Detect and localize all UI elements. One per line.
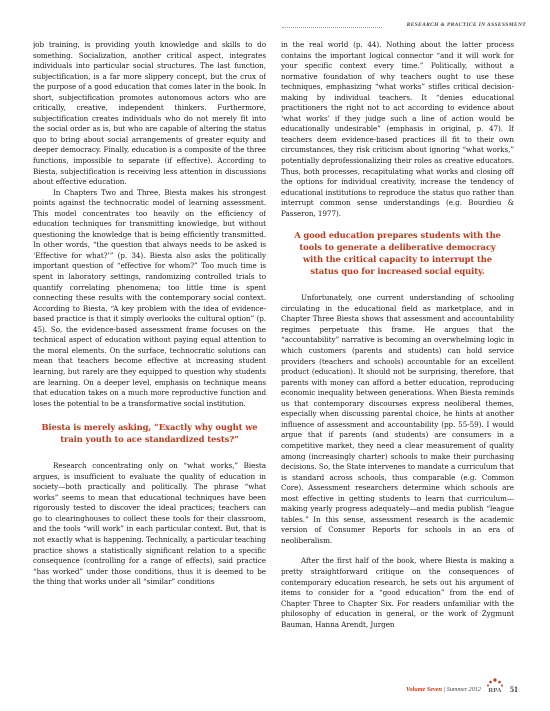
pull-quote-left: Biesta is merely asking, “Exactly why ought we train youth to ace standardized tests?” [41,422,258,445]
logo-text: RPA [488,687,502,694]
left-paragraph-2: In Chapters Two and Three, Biesta makes his strongest points against the technocratic model of learning assessment. This model concentrates too heavily on the efficiency of education techniques for transmitting knowledge, but without questioning the knowledge that is being efficiently transmitted. In other words, “the question that always needs to be asked is ‘Effective for what?’” (p. 34). Biesta also asks the politically important question of “effective for whom?” Too much time is spent in laboratory settings, randomizing controlled trials to quantify correlating phenomena; too little time is spent connecting these results with the contemporary social context. According to Biesta, “A key problem with the idea of evidence-based practice is that it simply overlooks the cultural option” (p. 45). So, the evidence-based assessment frame focuses on the technical aspect of education without paying equal attention to the moral elements. On the surface, technocratic solutions can mean that teachers become effective at increasing student learning, but rarely are they equipped to question why students are learning. On a deeper level, emphasis on technique means that education takes on a much more reproductive function and loses the potential to be a transformative social institution. [33,187,266,408]
issue-label: Summer 2012 [446,686,481,693]
left-paragraph-3: Research concentrating only on “what works,” Biesta argues, is insufficient to evaluate the quality of education in society—both practically and politically. The phrase “what works” seems to mean that educational techniques have been rigorously tested to discover the ideal practices; teachers can go to clearinghouses to collect these tools for their classroom, and the tools “will work” in each particular context. But, that is not exactly what is happening. Technically, a particular teaching practice shows a statistically significant relation to a specific consequence (controlling for a range of effects), said practice “has worked” under those conditions, thus it is deemed to be the thing that works under all “similar” conditions [33,461,266,587]
volume-label: Volume Seven [406,686,442,693]
rpa-logo-icon [484,676,506,696]
footer-separator: | [441,686,447,693]
left-column [33,40,266,665]
page-footer [406,680,526,700]
right-paragraph-2: Unfortunately, one current understanding of schooling circulating in the educational field as marketplace, and in Chapter Three Biesta shows that assessment and accountability regimes perpetuate this frame. He argues that the “accountability” narrative is becoming an overwhelming logic in which customers (parents and students) can hold service providers (teachers and schools) accountable for an excellent product (education). It should not be surprising, therefore, that parents with money can afford a better education, reproducing economic inequality between generations. When Biesta reminds us that contemporary discourses express neoliberal themes, especially when discussing parental choice, he hints at another influence of assessment and accountability (pp. 55-59). I would argue that if parents (and students) are consumers in a competitive market, they need a clear measurement of quality among (increasingly charter) schools to make their purchasing decisions. So, the State intervenes to mandate a curriculum that is standard across schools, thus comparable (e.g. Common Core). Assessment researchers determine which schools are most effective in getting students to learn that curriculum—making yearly progress adequately—and media publish “league tables.” In this sense, assessment research is the academic version of Consumer Reports for schools in an era of neoliberalism. [281,293,514,545]
right-paragraph-3: After the first half of the book, where Biesta is making a pretty straightforward critique on the consequences of contemporary education research, he sets out his argument of items to consider for a “good education” from the end of Chapter Three to Chapter Six. For readers unfamiliar with the philosophy of education in general, or the work of Zygmunt Bauman, Hanna Arendt, Jurgen [281,556,514,629]
right-column [281,40,514,665]
page-number: 51 [510,685,518,694]
left-paragraph-1: job training, is providing youth knowledge and skills to do something. Socialization, another critical aspect, integrates individuals into particular social structures. The last function, subjectification, is a far more slippery concept, but the crux of the purpose of a good education that comes later in the book. In short, subjectification promotes autonomous actors who are critically, creative, independent thinkers. Furthermore, subjectification creates individuals who do not merely fit into the social order as is, but who are capable of altering the status quo to bring about social arrangements of greater equity and deeper democracy. Finally, education is a composite of the three functions, impossible to separate (if effective). According to Biesta, subjectification is receiving less attention in discussions about effective education. [33,40,266,187]
issue-info [406,686,481,693]
pull-quote-right: A good education prepares students with the tools to generate a deliberative democracy with the critical capacity to interrupt the status quo for increased social equity. [294,230,501,277]
header-rule [282,27,382,28]
running-header: RESEARCH & PRACTICE IN ASSESSMENT [406,22,526,28]
right-paragraph-1: in the real world (p. 44). Nothing about the latter process contains the important logical connector “and it will work for your specific context every time.” Politically, without a normative foundation of why teachers ought to use these techniques, emphasizing “what works” stifles critical decision-making by individual teachers. It “denies educational practitioners the right not to act according to evidence about ‘what works’ if they judge such a line of action would be educationally undesirable” (emphasis in original, p. 47). If teachers deem evidence-based practices ill fit to their own circumstances, they risk criticism about ignoring “what works,” potentially deprofessionalizing their roles as creative educators. Thus, both processes, recapitulating what works and closing off the options for individual creativity, increase the tendency of educational institutions to reproduce the status quo rather than interrupt common sense understandings (e.g. Bourdieu & Passeron, 1977). [281,40,514,218]
